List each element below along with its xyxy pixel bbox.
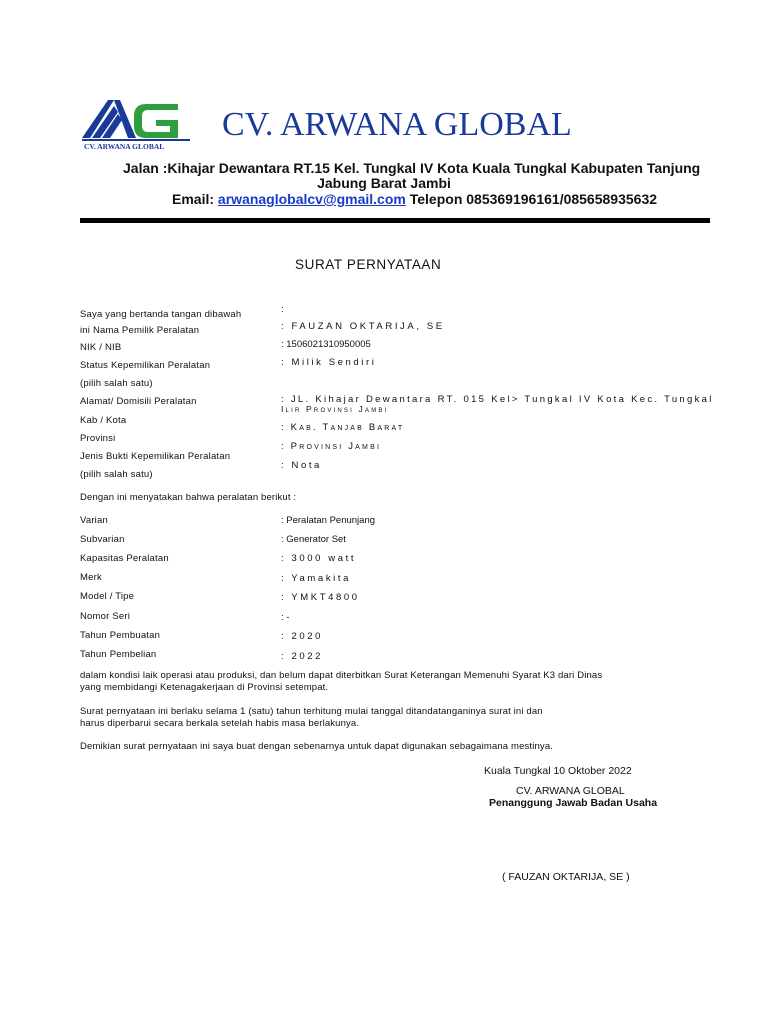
company-name: CV. ARWANA GLOBAL: [222, 106, 572, 143]
signature-company: CV. ARWANA GLOBAL: [516, 785, 625, 797]
paragraph-1-line-2: yang membidangi Ketenagakerjaan di Provinsi setempat.: [80, 682, 329, 693]
field-hint: (pilih salah satu): [80, 469, 153, 480]
field-label: NIK / NIB: [80, 342, 122, 353]
address-line-2: Jabung Barat Jambi: [317, 175, 451, 191]
field-label: Jenis Bukti Kepemilikan Peralatan: [80, 451, 231, 462]
address-line-1: Jalan :Kihajar Dewantara RT.15 Kel. Tungkal IV Kota Kuala Tungkal Kabupaten Tanjung: [123, 160, 701, 176]
field-label: Saya yang bertanda tangan dibawah: [80, 309, 242, 320]
year-made-value: : 2020: [281, 631, 324, 642]
paragraph-3: Demikian surat pernyataan ini saya buat dengan sebenarnya untuk dapat digunakan sebagaimana mestinya.: [80, 741, 554, 752]
year-bought-value: : 2022: [281, 651, 324, 662]
paragraph-1-line-1: dalam kondisi laik operasi atau produksi, dan belum dapat diterbitkan Surat Keterangan Memenuhi Syarat K3 dari Dinas: [80, 670, 603, 681]
field-label: Tahun Pembuatan: [80, 630, 161, 641]
ownership-proof-value: : Nota: [281, 460, 322, 471]
field-label: Provinsi: [80, 433, 116, 444]
serial-value: : -: [281, 612, 290, 623]
field-label: Subvarian: [80, 534, 125, 545]
email-link[interactable]: arwanaglobalcv@gmail.com: [217, 191, 406, 207]
nik-value: : 1506021310950005: [281, 339, 371, 350]
brand-value: : Yamakita: [281, 573, 352, 584]
field-label: Varian: [80, 515, 108, 526]
paragraph-2-line-1: Surat pernyataan ini berlaku selama 1 (satu) tahun terhitung mulai tanggal ditandatanganinya surat ini dan: [80, 706, 543, 717]
kab-value: : Kab. Tanjab Barat: [281, 422, 405, 433]
signature-role: Penanggung Jawab Badan Usaha: [489, 797, 658, 809]
signatory-name: ( FAUZAN OKTARIJA, SE ): [502, 871, 630, 883]
address-value-line2: Ilir Provinsi Jambi: [281, 404, 389, 414]
ownership-status-value: : Milik Sendiri: [281, 357, 377, 368]
field-label: Tahun Pembelian: [80, 649, 157, 660]
field-hint: (pilih salah satu): [80, 378, 153, 389]
logo-lettering: CV. ARWANA GLOBAL: [84, 142, 165, 151]
owner-name-value: : FAUZAN OKTARIJA, SE: [281, 321, 445, 332]
field-label: Kab / Kota: [80, 415, 127, 426]
email-label: Email:: [172, 191, 215, 207]
document-title: SURAT PERNYATAAN: [295, 257, 442, 272]
phone-text: Telepon 085369196161/085658935632: [409, 191, 658, 207]
field-value: :: [281, 304, 284, 315]
province-value: : Provinsi Jambi: [281, 441, 382, 452]
header-divider: [80, 218, 710, 223]
capacity-value: : 3000 watt: [281, 553, 357, 564]
paragraph-2-line-2: harus diperbarui secara berkala setelah habis masa berlakunya.: [80, 718, 360, 729]
model-value: : YMKT4800: [281, 592, 360, 603]
field-label: Nomor Seri: [80, 611, 131, 622]
field-label: Status Kepemilikan Peralatan: [80, 360, 211, 371]
field-label: ini Nama Pemilik Peralatan: [80, 325, 200, 336]
field-label: Alamat/ Domisili Peralatan: [80, 396, 197, 407]
address-value-line1: : JL. Kihajar Dewantara RT. 015 Kel> Tungkal IV Kota Kec. Tungkal: [281, 394, 714, 405]
subvariant-value: : Generator Set: [281, 534, 346, 545]
contact-line: [172, 192, 657, 206]
company-logo: [80, 94, 204, 152]
statement-intro: Dengan ini menyatakan bahwa peralatan berikut :: [80, 492, 297, 503]
field-label: Model / Tipe: [80, 591, 135, 602]
variant-value: : Peralatan Penunjang: [281, 515, 376, 526]
field-label: Kapasitas Peralatan: [80, 553, 169, 564]
field-label: Merk: [80, 572, 102, 583]
place-date: Kuala Tungkal 10 Oktober 2022: [484, 765, 632, 777]
